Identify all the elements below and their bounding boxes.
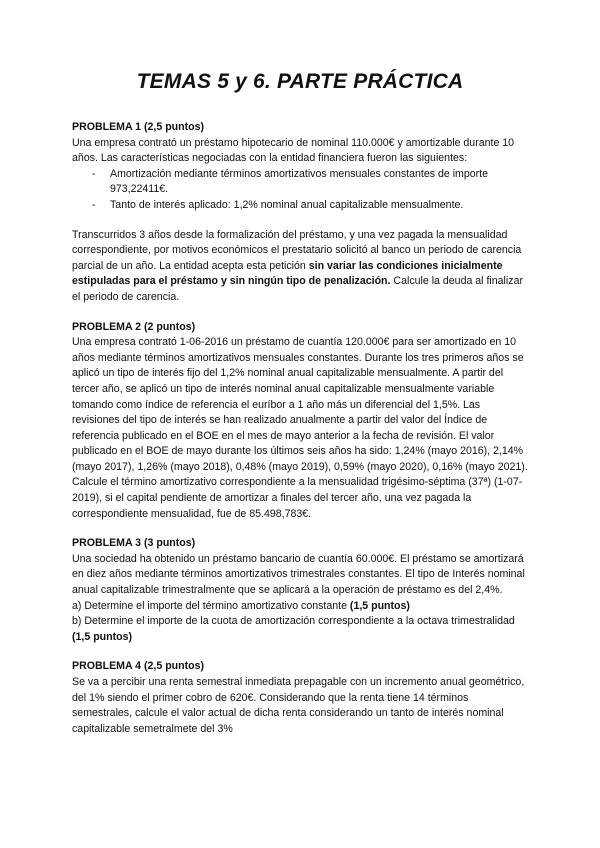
problem-1-condition-item: - Tanto de interés aplicado: 1,2% nominal anual capitalizable mensualmente. xyxy=(92,198,528,214)
problem-1-heading: PROBLEMA 1 (2,5 puntos) xyxy=(72,121,205,133)
document-page xyxy=(72,70,528,751)
page-title: TEMAS 5 y 6. PARTE PRÁCTICA xyxy=(136,70,464,93)
problem-2-statement: Una empresa contrató 1-06-2016 un préstamo de cuantía 120.000€ para ser amortizado en 10 años mediante términos amortizativos mensuales constantes. Durante los tres primeros años se aplicó un tipo de interés fijo del 1,2% nominal anual capitalizable mensualmente. A partir del tercer año, se aplicó un tipo de interés nominal anual capitalizable mensualmente variable tomando como índice de referencia el euríbor a 1 año más un diferencial del 1,5%. Las revisiones del tipo de interés se han realizado anualmente a partir del valor del Índice de referencia publicado en el BOE en el mes de mayo anterior a la fecha de revisión. El valor publicado en el BOE de mayo durante los últimos seis años ha sido: 1,24% (mayo 2016), 2,14% (mayo 2017), 1,26% (mayo 2018), 0,48% (mayo 2019), 0,59% (mayo 2020), 0,16% (mayo 2021). xyxy=(72,336,528,473)
problem-1-condition-item: - Amortización mediante términos amortizativos mensuales constantes de importe 973,22411€. xyxy=(92,167,528,198)
problem-1-statement xyxy=(72,228,528,306)
problem-3-item-b-points: (1,5 puntos) xyxy=(72,630,133,643)
problem-3-item-a-text: a) Determine el importe del término amortizativo constante xyxy=(72,599,350,612)
problem-3-item-a xyxy=(72,599,528,615)
problem-1-conditions-list xyxy=(72,167,528,214)
problem-3-statement: Una sociedad ha obtenido un préstamo bancario de cuantía 60.000€. El préstamo se amortizará en diez años mediante términos amortizativos trimestrales constantes. El tipo de Interés nominal anual capitalizable trimestralmente que se aplicará a la operación de préstamo es del 2,4%. xyxy=(72,552,525,597)
problem-3-item-b xyxy=(72,614,528,645)
problem-2-question: Calcule el término amortizativo correspondiente a la mensualidad trigésimo-séptima (37ª) (1-07-2019), si el capital pendiente de amortizar a finales del tercer año, una vez pagada la correspondiente mensualidad, fue de 85.498,783€. xyxy=(72,476,523,520)
problem-3 xyxy=(72,536,528,645)
problem-1-statement-text: Transcurridos 3 años desde la formalización del préstamo, y una vez pagada la mensualidad correspondiente, por motivos económicos el prestatario solicitó al banco un periodo de carencia parcial de un año. La entidad acepta esta petición xyxy=(72,228,522,272)
problem-2-heading: PROBLEMA 2 (2 puntos) xyxy=(72,320,196,333)
problem-3-item-a-points: (1,5 puntos) xyxy=(349,599,410,612)
problem-4-statement: Se va a percibir una renta semestral inmediata prepagable con un incremento anual geométrico, del 1% siendo el primer cobro de 620€. Considerando que la renta tiene 14 términos semestrales, calcule el valor actual de dicha renta considerando un tanto de interés nominal capitalizable semetralmete del 3% xyxy=(72,676,525,735)
problem-4 xyxy=(72,659,528,737)
problem-1-question: Calcule la deuda al finalizar el periodo de carencia. xyxy=(72,275,523,303)
problem-3-heading: PROBLEMA 3 (3 puntos) xyxy=(72,537,196,550)
problem-1 xyxy=(72,120,528,306)
problem-3-item-b-text: b) Determine el importe de la cuota de amortización correspondiente a la octava trimestralidad xyxy=(72,615,515,628)
problem-2 xyxy=(72,320,528,523)
problem-1-statement-emphasis: sin variar las condiciones inicialmente estipuladas para el préstamo y sin ningún tipo de penalización. xyxy=(72,259,503,288)
problem-1-intro: Una empresa contrató un préstamo hipotecario de nominal 110.000€ y amortizable durante 10 años. Las características negociadas con la entidad financiera fueron las siguientes: xyxy=(72,136,515,165)
problem-4-heading: PROBLEMA 4 (2,5 puntos) xyxy=(72,660,205,673)
